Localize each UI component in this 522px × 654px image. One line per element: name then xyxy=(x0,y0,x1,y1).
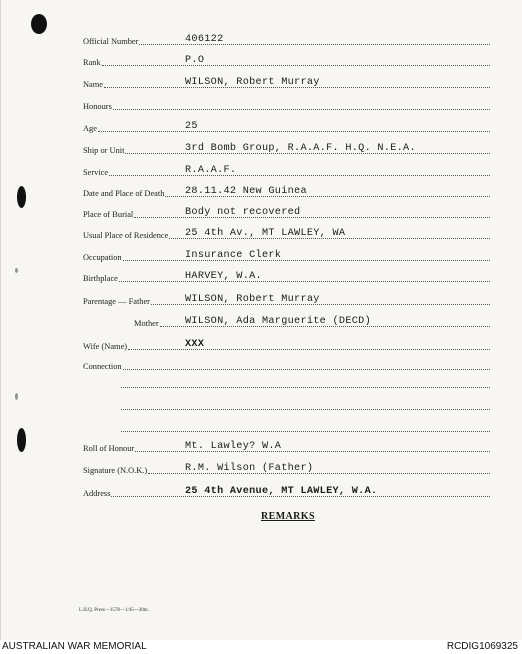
archive-footer xyxy=(0,640,522,654)
field-label: Age xyxy=(83,124,97,133)
field-place-of-burial xyxy=(1,204,522,220)
field-label: Mother xyxy=(134,319,159,328)
field-label: Place of Burial xyxy=(83,210,134,219)
field-label: Official Number xyxy=(83,37,139,46)
footer-institution: AUSTRALIAN WAR MEMORIAL xyxy=(2,641,147,652)
field-value: 3rd Bomb Group, R.A.A.F. H.Q. N.E.A. xyxy=(185,143,416,154)
field-wife xyxy=(1,336,522,352)
field-line xyxy=(123,260,490,261)
field-label: Signature (N.O.K.) xyxy=(83,466,148,475)
field-value: XXX xyxy=(185,339,205,350)
footer-record-id: RCDIG1069325 xyxy=(446,641,518,652)
field-line xyxy=(102,65,490,66)
field-value: WILSON, Ada Marguerite (DECD) xyxy=(185,316,371,327)
field-value: Body not recovered xyxy=(185,207,301,218)
field-connection xyxy=(1,356,522,372)
field-label: Birthplace xyxy=(83,274,118,283)
field-value: 406122 xyxy=(185,34,224,45)
field-value: R.A.A.F. xyxy=(185,165,237,176)
field-value: P.O xyxy=(185,55,205,66)
field-usual-residence xyxy=(1,225,522,241)
field-label: Wife (Name) xyxy=(83,342,128,351)
field-label: Usual Place of Residence xyxy=(83,231,169,240)
field-value: Insurance Clerk xyxy=(185,250,282,261)
field-ship-or-unit xyxy=(1,140,522,156)
field-label: Address xyxy=(83,489,111,498)
scan-speck xyxy=(15,393,18,400)
field-signature-nok xyxy=(1,460,522,476)
printer-imprint: L.H.Q. Press—1578—1/45—20m. xyxy=(79,608,149,613)
field-parentage-mother xyxy=(1,313,522,329)
field-name xyxy=(1,74,522,90)
field-value: 28.11.42 New Guinea xyxy=(185,186,307,197)
field-label: Ship or Unit xyxy=(83,146,125,155)
field-service xyxy=(1,162,522,178)
field-occupation xyxy=(1,247,522,263)
field-label: Parentage — Father xyxy=(83,297,150,306)
field-value: R.M. Wilson (Father) xyxy=(185,463,314,474)
field-address xyxy=(1,483,522,499)
field-label: Honours xyxy=(83,102,112,111)
field-value: WILSON, Robert Murray xyxy=(185,77,320,88)
field-label: Connection xyxy=(83,362,122,371)
field-age xyxy=(1,118,522,134)
connection-line xyxy=(121,431,490,432)
field-label: Service xyxy=(83,168,109,177)
field-roll-of-honour xyxy=(1,438,522,454)
field-official-number xyxy=(1,31,522,47)
field-line xyxy=(123,369,490,370)
remarks-heading: REMARKS xyxy=(261,511,315,522)
connection-line xyxy=(121,409,490,410)
connection-line xyxy=(121,387,490,388)
field-rank xyxy=(1,52,522,68)
field-line xyxy=(109,175,490,176)
field-value: WILSON, Robert Murray xyxy=(185,294,320,305)
field-line xyxy=(128,349,490,350)
field-line xyxy=(113,109,490,110)
field-line xyxy=(98,131,490,132)
field-birthplace xyxy=(1,268,522,284)
field-value: 25 xyxy=(185,121,198,132)
field-label: Rank xyxy=(83,58,101,67)
field-value: 25 4th Av., MT LAWLEY, WA xyxy=(185,228,346,239)
field-label: Occupation xyxy=(83,253,122,262)
field-value: Mt. Lawley? W.A xyxy=(185,441,282,452)
field-parentage-father xyxy=(1,291,522,307)
field-value: HARVEY, W.A. xyxy=(185,271,262,282)
field-label: Roll of Honour xyxy=(83,444,135,453)
field-line xyxy=(119,281,490,282)
field-value: 25 4th Avenue, MT LAWLEY, W.A. xyxy=(185,486,378,497)
field-honours xyxy=(1,96,522,112)
field-date-place-of-death xyxy=(1,183,522,199)
field-label: Date and Place of Death xyxy=(83,189,165,198)
field-label: Name xyxy=(83,80,103,89)
